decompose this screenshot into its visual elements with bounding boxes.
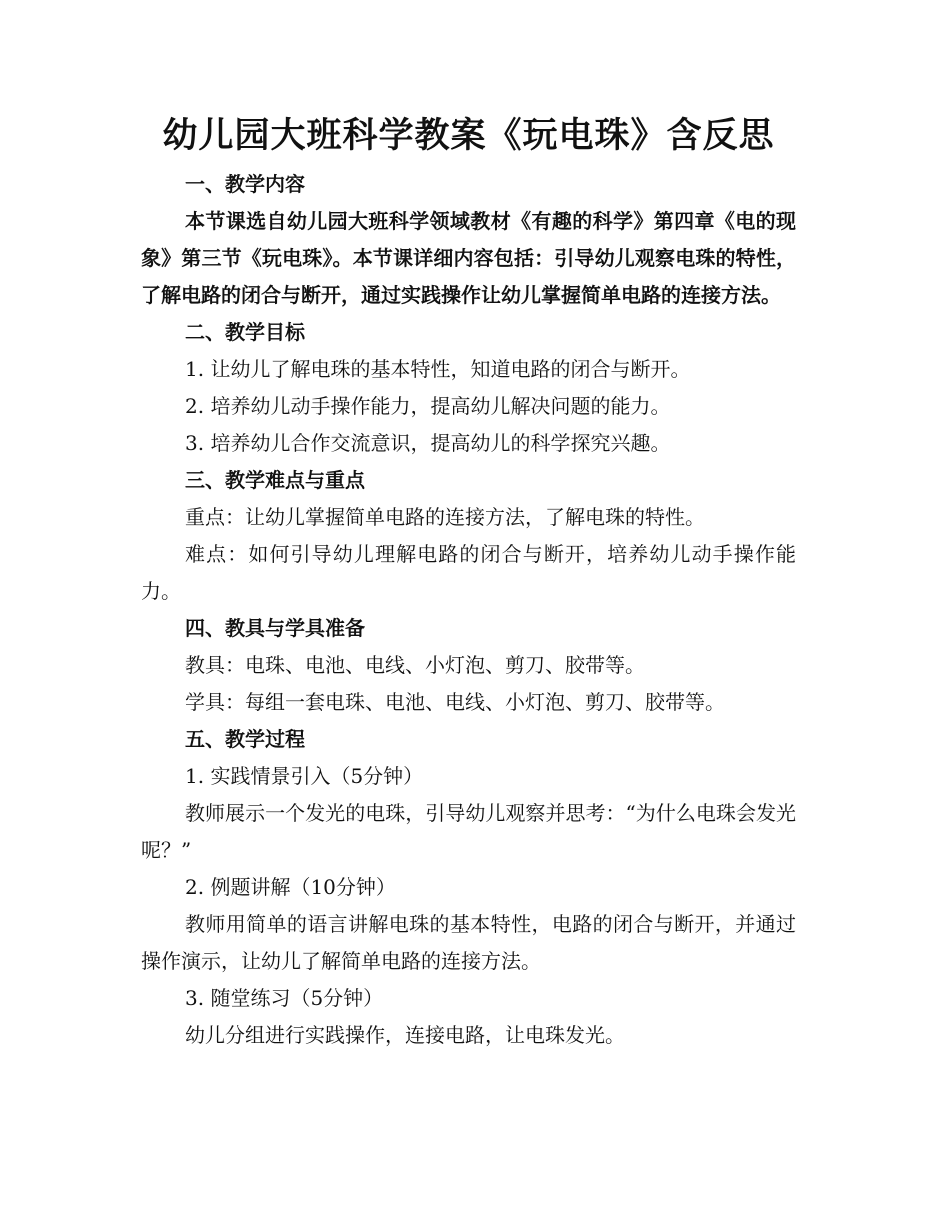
difficulty-item: 难点：如何引导幼儿理解电路的闭合与断开，培养幼儿动手操作能力。 (141, 542, 796, 603)
section-heading: 三、教学难点与重点 (185, 468, 365, 492)
student-materials-item: 学具：每组一套电珠、电池、电线、小灯泡、剪刀、胶带等。 (185, 690, 725, 714)
process-step-label: 1. 实践情景引入（5分钟） (185, 764, 424, 788)
process-step-label: 2. 例题讲解（10分钟） (185, 875, 396, 899)
objective-item: 1. 让幼儿了解电珠的基本特性，知道电路的闭合与断开。 (185, 357, 691, 381)
document-title: 幼儿园大班科学教案《玩电珠》含反思 (162, 115, 775, 156)
objective-item: 2. 培养幼儿动手操作能力，提高幼儿解决问题的能力。 (185, 394, 671, 418)
objective-item: 3. 培养幼儿合作交流意识，提高幼儿的科学探究兴趣。 (185, 431, 671, 455)
document-page (141, 108, 796, 1054)
process-step-label: 3. 随堂练习（5分钟） (185, 986, 384, 1010)
key-point-item: 重点：让幼儿掌握简单电路的连接方法，了解电珠的特性。 (185, 505, 705, 529)
section-paragraph: 本节课选自幼儿园大班科学领域教材《有趣的科学》第四章《电的现象》第三节《玩电珠》。本节课详细内容包括：引导幼儿观察电珠的特性，了解电路的闭合与断开，通过实践操作让幼儿掌握简单电路的连接方法。 (141, 209, 796, 307)
section-heading: 二、教学目标 (185, 320, 305, 344)
process-step-text: 教师用简单的语言讲解电珠的基本特性，电路的闭合与断开，并通过操作演示，让幼儿了解简单电路的连接方法。 (141, 912, 796, 973)
teacher-materials-item: 教具：电珠、电池、电线、小灯泡、剪刀、胶带等。 (185, 653, 645, 677)
section-heading: 四、教具与学具准备 (185, 616, 365, 640)
process-step-text: 教师展示一个发光的电珠，引导幼儿观察并思考：“为什么电珠会发光呢？” (141, 801, 796, 862)
section-heading: 五、教学过程 (185, 727, 305, 751)
process-step-text: 幼儿分组进行实践操作，连接电路，让电珠发光。 (185, 1023, 625, 1047)
section-heading: 一、教学内容 (185, 172, 305, 196)
